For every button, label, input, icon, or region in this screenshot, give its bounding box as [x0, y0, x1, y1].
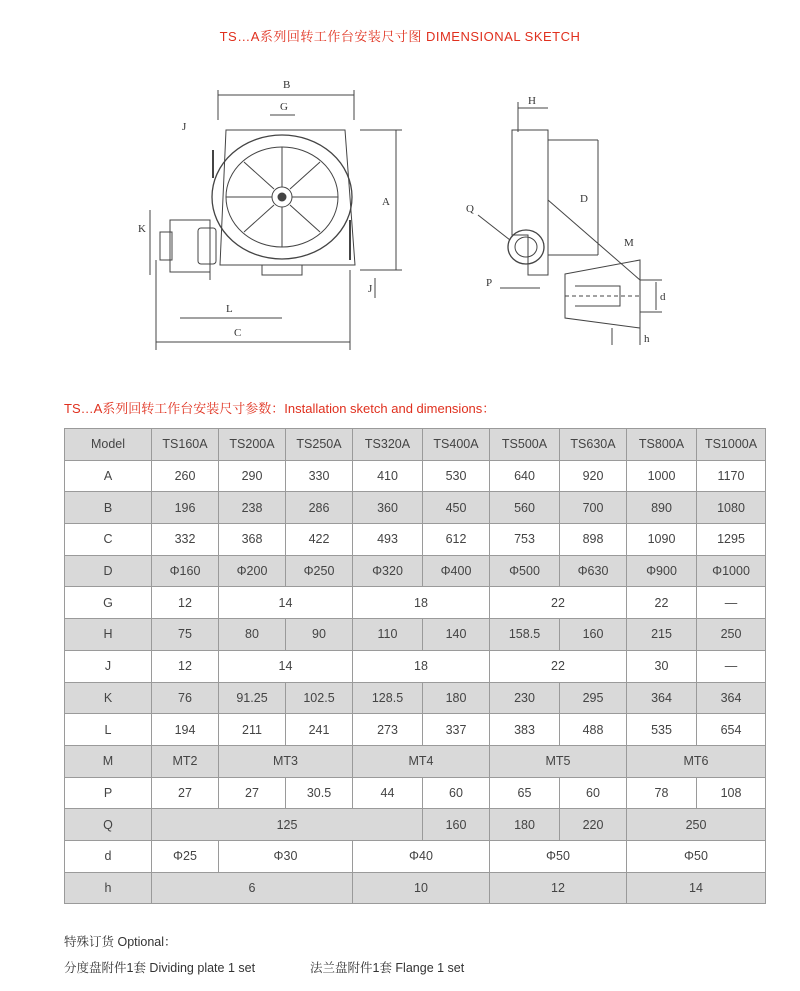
table-cell: 422 — [286, 524, 353, 556]
table-row — [65, 714, 766, 746]
row-label-cell: A — [65, 460, 152, 492]
table-cell: 560 — [490, 492, 560, 524]
table-cell: Φ320 — [353, 555, 423, 587]
row-label-cell: B — [65, 492, 152, 524]
row-label-cell: h — [65, 872, 152, 904]
row-label-cell: d — [65, 840, 152, 872]
row-label-cell: J — [65, 650, 152, 682]
table-cell: 260 — [152, 460, 219, 492]
row-label-cell: K — [65, 682, 152, 714]
page-title: TS…A系列回转工作台安装尺寸图 DIMENSIONAL SKETCH — [219, 29, 581, 44]
table-cell: 250 — [697, 619, 766, 651]
table-cell: 80 — [219, 619, 286, 651]
label-J: J — [182, 121, 187, 133]
table-cell: 238 — [219, 492, 286, 524]
table-cell: 30 — [627, 650, 697, 682]
table-cell: 196 — [152, 492, 219, 524]
table-cell: 364 — [697, 682, 766, 714]
base-lug — [262, 265, 302, 275]
table-cell: 220 — [560, 809, 627, 841]
table-cell: 654 — [697, 714, 766, 746]
table-cell: 410 — [353, 460, 423, 492]
table-cell: MT3 — [219, 745, 353, 777]
table-cell: 295 — [560, 682, 627, 714]
table-cell: 18 — [353, 587, 490, 619]
table-cell: 12 — [152, 587, 219, 619]
table-cell: 1080 — [697, 492, 766, 524]
row-label-cell: M — [65, 745, 152, 777]
table-cell: 241 — [286, 714, 353, 746]
table-cell: Φ250 — [286, 555, 353, 587]
table-cell: 65 — [490, 777, 560, 809]
table-cell: 215 — [627, 619, 697, 651]
table-cell: 90 — [286, 619, 353, 651]
table-cell: 290 — [219, 460, 286, 492]
table-cell: 10 — [353, 872, 490, 904]
table-row — [65, 492, 766, 524]
table-cell: Φ25 — [152, 840, 219, 872]
table-cell: Φ500 — [490, 555, 560, 587]
table-cell: 12 — [490, 872, 627, 904]
label-Q: Q — [466, 203, 474, 215]
table-cell: 14 — [219, 650, 353, 682]
table-cell: TS400A — [423, 429, 490, 461]
table-row — [65, 745, 766, 777]
row-label-cell: Model — [65, 429, 152, 461]
row-label-cell: Q — [65, 809, 152, 841]
label-D: D — [580, 193, 588, 205]
table-row — [65, 682, 766, 714]
table-cell: 27 — [152, 777, 219, 809]
table-cell: MT6 — [627, 745, 766, 777]
table-cell: 753 — [490, 524, 560, 556]
table-cell: 180 — [490, 809, 560, 841]
table-cell: 14 — [627, 872, 766, 904]
table-row — [65, 777, 766, 809]
label-d: d — [660, 291, 666, 303]
table-cell: 160 — [560, 619, 627, 651]
table-cell: 364 — [627, 682, 697, 714]
table-cell: 368 — [219, 524, 286, 556]
label-C: C — [234, 327, 242, 339]
label-A: A — [382, 196, 390, 208]
table-cell: 76 — [152, 682, 219, 714]
table-row — [65, 650, 766, 682]
table-cell: — — [697, 650, 766, 682]
table-cell: 91.25 — [219, 682, 286, 714]
table-cell: TS200A — [219, 429, 286, 461]
table-cell: TS500A — [490, 429, 560, 461]
row-label-cell: D — [65, 555, 152, 587]
table-cell: 160 — [423, 809, 490, 841]
table-cell: 612 — [423, 524, 490, 556]
optional-heading: 特殊订货 Optional： — [64, 935, 177, 949]
table-cell: Φ40 — [353, 840, 490, 872]
table-cell: 286 — [286, 492, 353, 524]
dimension-labels — [138, 79, 666, 345]
row-label-cell: G — [65, 587, 152, 619]
label-L: L — [226, 303, 233, 315]
table-cell: 1090 — [627, 524, 697, 556]
table-cell: 22 — [627, 587, 697, 619]
dimensional-sketch — [0, 60, 800, 360]
table-cell: 1000 — [627, 460, 697, 492]
table-cell: 102.5 — [286, 682, 353, 714]
table-cell: Φ630 — [560, 555, 627, 587]
table-cell: 332 — [152, 524, 219, 556]
table-cell: 920 — [560, 460, 627, 492]
optional-items — [64, 958, 465, 976]
table-cell: TS800A — [627, 429, 697, 461]
table-cell: TS320A — [353, 429, 423, 461]
row-label-cell: P — [65, 777, 152, 809]
label-B: B — [283, 79, 291, 91]
table-cell: 1170 — [697, 460, 766, 492]
table-cell: MT2 — [152, 745, 219, 777]
table-row — [65, 840, 766, 872]
table-cell: 383 — [490, 714, 560, 746]
table-cell: Φ160 — [152, 555, 219, 587]
table-row — [65, 872, 766, 904]
table-cell: 194 — [152, 714, 219, 746]
table-row — [65, 619, 766, 651]
row-label-cell: C — [65, 524, 152, 556]
table-cell: TS160A — [152, 429, 219, 461]
table-cell: 535 — [627, 714, 697, 746]
table-cell: 125 — [152, 809, 423, 841]
table-cell: — — [697, 587, 766, 619]
table-cell: 700 — [560, 492, 627, 524]
label-K: K — [138, 223, 146, 235]
table-cell: 273 — [353, 714, 423, 746]
row-label-cell: L — [65, 714, 152, 746]
table-cell: 488 — [560, 714, 627, 746]
table-cell: 450 — [423, 492, 490, 524]
table-cell: 60 — [560, 777, 627, 809]
table-cell: MT4 — [353, 745, 490, 777]
table-cell: 27 — [219, 777, 286, 809]
table-header-row — [65, 429, 766, 461]
table-cell: 250 — [627, 809, 766, 841]
table-cell: 890 — [627, 492, 697, 524]
table-cell: 60 — [423, 777, 490, 809]
table-cell: Φ50 — [627, 840, 766, 872]
table-cell: 493 — [353, 524, 423, 556]
table-cell: 211 — [219, 714, 286, 746]
table-cell: 330 — [286, 460, 353, 492]
table-cell: 18 — [353, 650, 490, 682]
table-cell: 360 — [353, 492, 423, 524]
table-cell: 230 — [490, 682, 560, 714]
table-cell: Φ50 — [490, 840, 627, 872]
label-M: M — [624, 237, 634, 249]
table-cell: 78 — [627, 777, 697, 809]
label-h: h — [644, 333, 650, 345]
table-cell: 6 — [152, 872, 353, 904]
table-cell: 180 — [423, 682, 490, 714]
handwheel-hub — [198, 228, 216, 264]
table-cell: 12 — [152, 650, 219, 682]
table-cell: Φ30 — [219, 840, 353, 872]
table-cell: 158.5 — [490, 619, 560, 651]
table-cell: Φ1000 — [697, 555, 766, 587]
table-row — [65, 809, 766, 841]
table-cell: 140 — [423, 619, 490, 651]
table-cell: 44 — [353, 777, 423, 809]
label-J-bottom: J — [368, 283, 373, 295]
center-dot — [278, 193, 286, 201]
table-cell: 337 — [423, 714, 490, 746]
table-cell: 22 — [490, 587, 627, 619]
table-cell: 22 — [490, 650, 627, 682]
table-cell: 30.5 — [286, 777, 353, 809]
table-cell: 1295 — [697, 524, 766, 556]
dimensions-table — [64, 428, 766, 904]
table-cell: MT5 — [490, 745, 627, 777]
table-cell: TS1000A — [697, 429, 766, 461]
table-cell: 640 — [490, 460, 560, 492]
dividing-plate-note: 分度盘附件1套 Dividing plate 1 set — [64, 961, 256, 975]
table-cell: 898 — [560, 524, 627, 556]
table-cell: 110 — [353, 619, 423, 651]
flange-note: 法兰盘附件1套 Flange 1 set — [310, 961, 465, 975]
table-cell: 108 — [697, 777, 766, 809]
table-cell: TS630A — [560, 429, 627, 461]
table-row — [65, 555, 766, 587]
table-cell: Φ200 — [219, 555, 286, 587]
label-H: H — [528, 95, 536, 107]
table-cell: 14 — [219, 587, 353, 619]
label-G: G — [280, 101, 288, 113]
table-cell: Φ900 — [627, 555, 697, 587]
table-cell: 128.5 — [353, 682, 423, 714]
table-row — [65, 460, 766, 492]
table-cell: 530 — [423, 460, 490, 492]
table-cell: TS250A — [286, 429, 353, 461]
table-row — [65, 524, 766, 556]
table-cell: Φ400 — [423, 555, 490, 587]
label-P: P — [486, 277, 493, 289]
row-label-cell: H — [65, 619, 152, 651]
table-row — [65, 587, 766, 619]
table-cell: 75 — [152, 619, 219, 651]
section-subtitle: TS…A系列回转工作台安装尺寸参数：Installation sketch and dimensions： — [64, 401, 496, 416]
